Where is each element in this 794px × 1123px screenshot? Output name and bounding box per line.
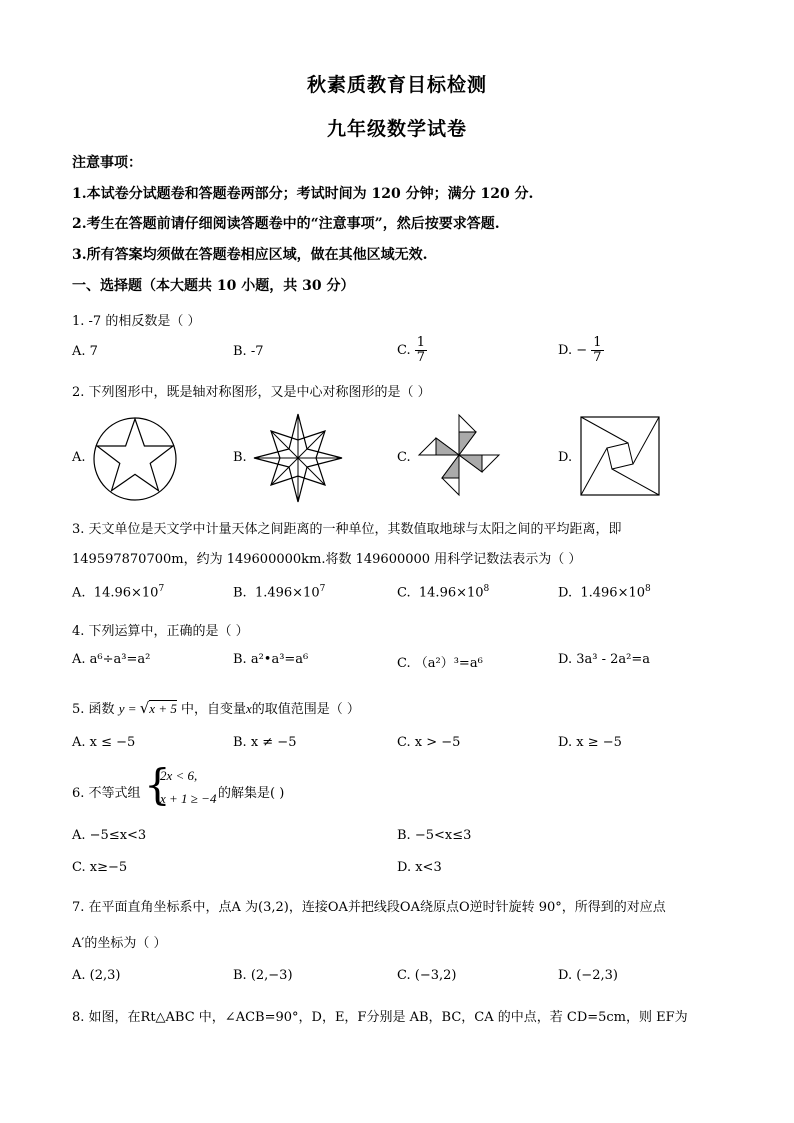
q3-stem-line2: 149597870700m，约为 149600000km.将数 149600000 用科学记数法表示为（ ） bbox=[72, 552, 582, 567]
q1-option-c-fraction bbox=[415, 336, 427, 365]
q5-stem-mid: 中，自变量 bbox=[180, 702, 246, 717]
q1-option-c-label: C. bbox=[397, 343, 411, 358]
q4-stem: 4. 下列运算中，正确的是（ ） bbox=[72, 624, 249, 639]
fraction-denominator: 7 bbox=[593, 350, 602, 365]
notes-item-3: 3.所有答案均须做在答题卷相应区域，做在其他区域无效. bbox=[72, 247, 428, 263]
q3-option-b bbox=[233, 584, 325, 600]
q5-radicand: x + 5 bbox=[149, 701, 177, 716]
q2-option-c: C. bbox=[397, 450, 411, 465]
q2-option-b: B. bbox=[233, 450, 247, 465]
q1-option-d-sign: − bbox=[576, 343, 588, 358]
q4-option-d: D. 3a³ - 2a²=a bbox=[558, 652, 650, 667]
eight-point-star-figure bbox=[252, 412, 344, 504]
section-heading: 一、选择题（本大题共 10 小题，共 30 分） bbox=[72, 278, 355, 294]
q1-option-b: B. -7 bbox=[233, 344, 264, 359]
page-subtitle: 九年级数学试卷 bbox=[326, 118, 467, 140]
pinwheel-figure bbox=[416, 412, 502, 498]
q5-stem-post: 的取值范围是（ ） bbox=[251, 702, 360, 717]
fraction-numerator: 1 bbox=[416, 335, 426, 350]
q4-option-b: B. a²•a³=a⁶ bbox=[233, 652, 309, 667]
q5-formula-lhs: y = bbox=[118, 701, 140, 716]
q3-option-b-exponent: 7 bbox=[319, 584, 326, 594]
q8-stem: 8. 如图，在Rt△ABC 中，∠ACB=90°，D，E，F分别是 AB，BC，CA 的中点，若 CD=5cm，则 EF为 bbox=[72, 1010, 688, 1025]
q4-option-c: C. （a²）³=a⁶ bbox=[397, 656, 483, 671]
q1-option-a: A. 7 bbox=[72, 344, 98, 359]
brace-icon: { bbox=[144, 760, 171, 809]
q3-option-a-mantissa: 14.96×10 bbox=[93, 585, 159, 601]
q1-stem: 1. -7 的相反数是（ ） bbox=[72, 314, 201, 329]
q3-option-d-mantissa: 1.496×10 bbox=[580, 585, 646, 601]
notes-item-2: 2.考生在答题前请仔细阅读答题卷中的“注意事项”，然后按要求答题. bbox=[72, 216, 500, 232]
q3-option-c-label: C. bbox=[397, 585, 411, 601]
q5-stem-pre: 5. 函数 bbox=[72, 702, 115, 717]
q1-option-d-label: D. bbox=[558, 343, 573, 358]
q6-system-line1: 2x < 6, bbox=[160, 768, 198, 783]
q5-option-a: A. x ≤ −5 bbox=[72, 735, 136, 750]
q3-option-c-mantissa: 14.96×10 bbox=[418, 585, 484, 601]
q5-option-c: C. x > −5 bbox=[397, 735, 461, 750]
q3-option-d-exponent: 8 bbox=[645, 584, 651, 594]
sqrt-icon: √ bbox=[139, 699, 150, 717]
q6-stem-post: 的解集是( ) bbox=[218, 786, 285, 801]
q5-option-d: D. x ≥ −5 bbox=[558, 735, 622, 750]
q1-option-c bbox=[397, 336, 427, 365]
q3-option-a bbox=[72, 584, 164, 600]
q7-option-d: D. (−2,3) bbox=[558, 968, 618, 983]
q2-stem: 2. 下列图形中，既是轴对称图形，又是中心对称图形的是（ ） bbox=[72, 385, 431, 400]
notes-item-1: 1.本试卷分试题卷和答题卷两部分；考试时间为 120 分钟；满分 120 分. bbox=[72, 186, 534, 202]
q3-option-d-label: D. bbox=[558, 585, 573, 601]
q5-variable: x bbox=[246, 701, 252, 716]
q4-option-a: A. a⁶÷a³=a² bbox=[72, 652, 151, 667]
q5-stem bbox=[72, 698, 360, 717]
q1-option-d-fraction bbox=[591, 336, 603, 365]
page-title: 秋素质教育目标检测 bbox=[306, 74, 487, 96]
q3-option-a-exponent: 7 bbox=[158, 584, 165, 594]
q3-option-a-label: A. bbox=[72, 585, 86, 601]
fraction-numerator: 1 bbox=[593, 335, 602, 350]
q6-option-a: A. −5≤x<3 bbox=[72, 828, 147, 843]
circle-star-figure bbox=[92, 416, 178, 502]
q2-option-d: D. bbox=[558, 450, 573, 465]
square-pattern-figure bbox=[580, 416, 660, 496]
q3-option-b-label: B. bbox=[233, 585, 247, 601]
q3-stem-line1: 3. 天文单位是天文学中计量天体之间距离的一种单位，其数值取地球与太阳之间的平均距离，即 bbox=[72, 522, 622, 537]
q7-option-a: A. (2,3) bbox=[72, 968, 121, 983]
q3-option-c bbox=[397, 584, 489, 600]
q2-option-a: A. bbox=[72, 450, 86, 465]
q3-option-c-exponent: 8 bbox=[483, 584, 490, 594]
q5-option-b: B. x ≠ −5 bbox=[233, 735, 297, 750]
q6-option-b: B. −5<x≤3 bbox=[397, 828, 472, 843]
q7-option-c: C. (−3,2) bbox=[397, 968, 457, 983]
q6-option-c: C. x≥−5 bbox=[72, 860, 128, 875]
q6-option-d: D. x<3 bbox=[397, 860, 442, 875]
q7-option-b: B. (2,−3) bbox=[233, 968, 293, 983]
q6-system-line2: x + 1 ≥ −4 bbox=[160, 791, 217, 806]
q6-stem-pre: 6. 不等式组 bbox=[72, 786, 141, 801]
q3-option-d bbox=[558, 584, 651, 600]
notes-heading: 注意事项： bbox=[72, 155, 142, 171]
q7-stem-line1: 7. 在平面直角坐标系中，点A 为(3,2)，连接OA并把线段OA绕原点O逆时针旋转 90°，所得到的对应点 bbox=[72, 900, 666, 915]
fraction-denominator: 7 bbox=[416, 350, 426, 365]
q7-stem-line2: A′的坐标为（ ） bbox=[72, 936, 167, 951]
q1-option-d bbox=[558, 336, 604, 365]
q3-option-b-mantissa: 1.496×10 bbox=[254, 585, 320, 601]
